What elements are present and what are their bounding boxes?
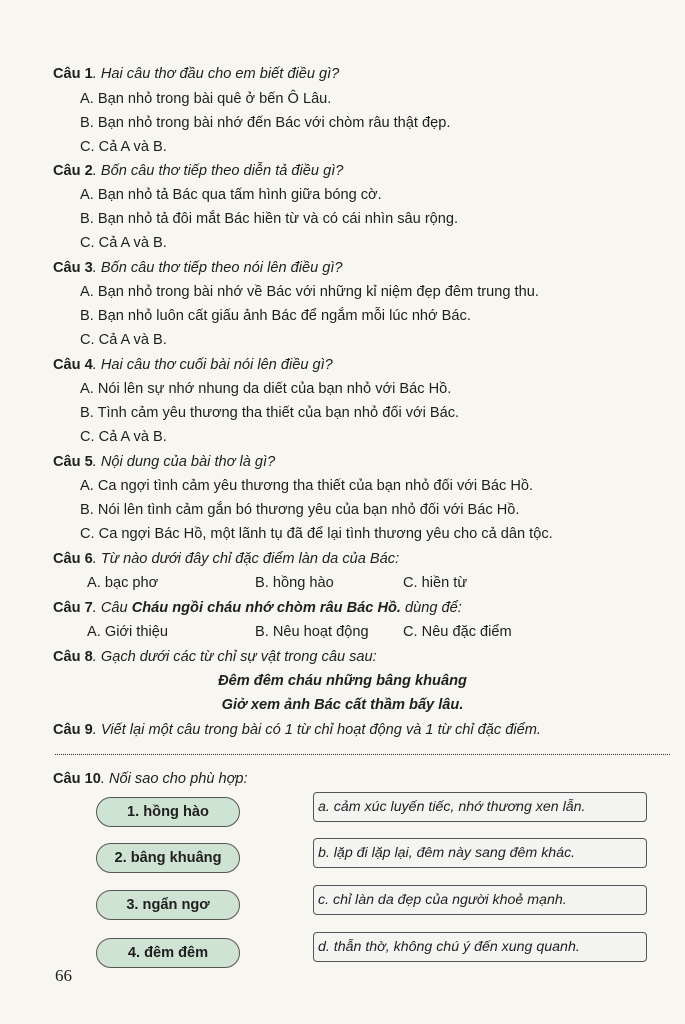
question-4-option-c: C. Cả A và B. [80,429,167,445]
match-right-c[interactable]: c. chỉ làn da đẹp của người khoẻ mạnh. [313,885,647,915]
question-6-option-a: A. bạc phơ [87,575,159,591]
match-left-4[interactable]: 4. đêm đêm [96,938,240,968]
poem-line-2: Giở xem ảnh Bác cất thầm bấy lâu. [221,697,464,713]
match-left-2[interactable]: 2. bâng khuâng [96,843,240,873]
question-2-option-c: C. Cả A và B. [80,235,167,251]
question-6-option-b: B. hồng hào [255,575,334,591]
question-3-option-c: C. Cả A và B. [80,332,167,348]
page-number: 66 [55,966,72,985]
question-3: Câu 3. Bốn câu thơ tiếp theo nói lên điều gì? [53,260,343,276]
question-6: Câu 6. Từ nào dưới đây chỉ đặc điểm làn da của Bác: [53,551,400,567]
match-right-b[interactable]: b. lặp đi lặp lại, đêm này sang đêm khác. [313,838,647,868]
question-2: Câu 2. Bốn câu thơ tiếp theo diễn tả điều gì? [53,163,344,179]
question-2-option-a: A. Bạn nhỏ tả Bác qua tấm hình giữa bóng cờ. [80,187,382,203]
question-1-option-a: A. Bạn nhỏ trong bài quê ở bến Ô Lâu. [80,91,332,107]
question-5-option-c: C. Ca ngợi Bác Hồ, một lãnh tụ đã để lại tình thương yêu cho cả dân tộc. [80,526,553,542]
question-1-option-c: C. Cả A và B. [80,139,167,155]
question-2-option-b: B. Bạn nhỏ tả đôi mắt Bác hiền từ và có cái nhìn sâu rộng. [80,211,459,227]
question-7-option-a: A. Giới thiệu [87,624,168,640]
question-7-option-b: B. Nêu hoạt động [255,624,369,640]
question-7-option-c: C. Nêu đặc điểm [403,624,512,640]
question-4: Câu 4. Hai câu thơ cuối bài nói lên điều gì? [53,357,333,373]
question-5-option-a: A. Ca ngợi tình cảm yêu thương tha thiết của bạn nhỏ đối với Bác Hồ. [80,478,534,494]
question-1-option-b: B. Bạn nhỏ trong bài nhớ đến Bác với chòm râu thật đẹp. [80,115,451,131]
match-right-d[interactable]: d. thẫn thờ, không chú ý đến xung quanh. [313,932,647,962]
match-left-3[interactable]: 3. ngẩn ngơ [96,890,240,920]
question-5-option-b: B. Nói lên tình cảm gắn bó thương yêu của bạn nhỏ đối với Bác Hồ. [80,502,520,518]
question-5: Câu 5. Nội dung của bài thơ là gì? [53,454,276,470]
question-10: Câu 10. Nối sao cho phù hợp: [53,771,248,787]
question-8: Câu 8. Gạch dưới các từ chỉ sự vật trong câu sau: [53,649,377,665]
question-3-option-a: A. Bạn nhỏ trong bài nhớ về Bác với những kỉ niệm đẹp đêm trung thu. [80,284,539,300]
match-right-a[interactable]: a. cảm xúc luyến tiếc, nhớ thương xen lẫn. [313,792,647,822]
question-6-option-c: C. hiền từ [403,575,468,591]
poem-line-1: Đêm đêm cháu những bâng khuâng [218,673,467,689]
question-7: Câu 7. Câu Cháu ngồi cháu nhớ chòm râu Bác Hồ. dùng để: [53,600,462,616]
question-3-option-b: B. Bạn nhỏ luôn cất giấu ảnh Bác để ngắm mỗi lúc nhớ Bác. [80,308,471,324]
question-4-option-a: A. Nói lên sự nhớ nhung da diết của bạn nhỏ với Bác Hồ. [80,381,452,397]
answer-line[interactable] [55,753,670,755]
match-left-1[interactable]: 1. hồng hào [96,797,240,827]
question-4-option-b: B. Tình cảm yêu thương tha thiết của bạn nhỏ đối với Bác. [80,405,460,421]
question-9: Câu 9. Viết lại một câu trong bài có 1 từ chỉ hoạt động và 1 từ chỉ đặc điểm. [53,722,541,738]
question-1: Câu 1. Hai câu thơ đầu cho em biết điều gì? [53,66,340,82]
